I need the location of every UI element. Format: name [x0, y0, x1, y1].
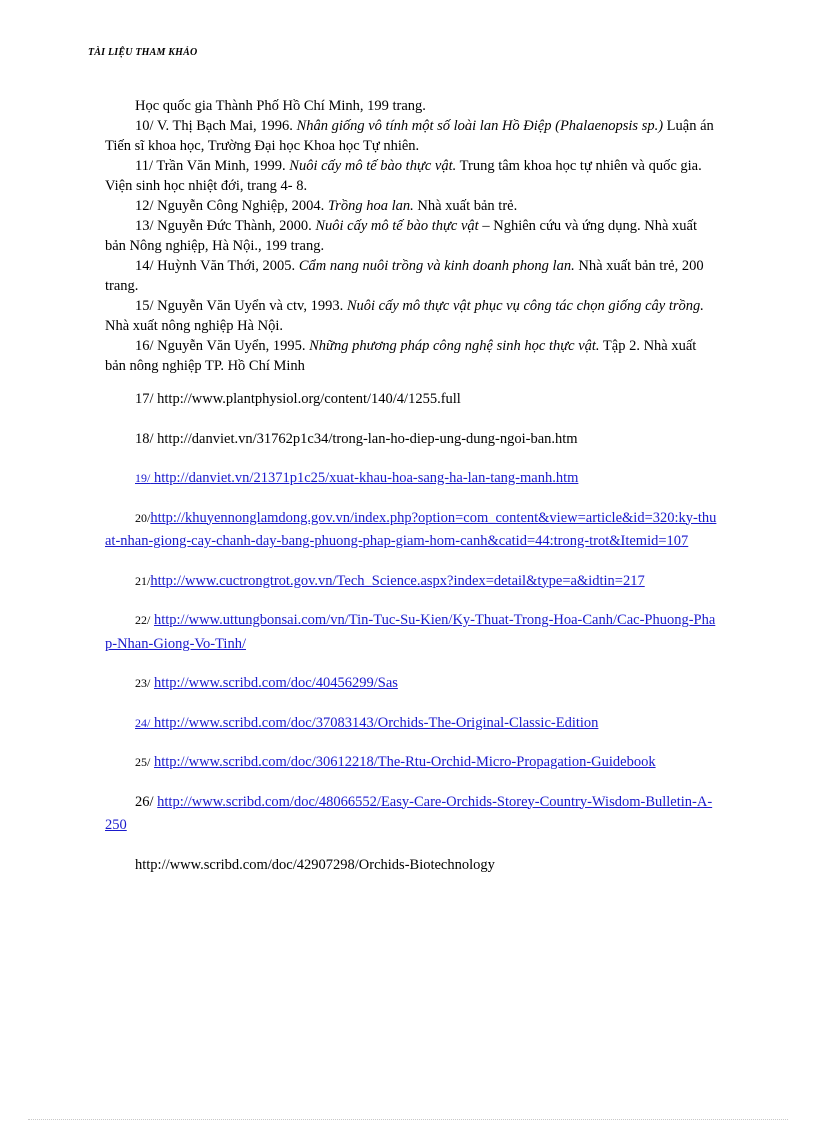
ref-title: Trồng hoa lan.: [327, 198, 414, 214]
web-reference-item: [105, 712, 720, 736]
ref-text: Học quốc gia Thành Phố Hồ Chí Minh, 199 trang.: [135, 98, 426, 114]
ref-number: 25/: [135, 755, 151, 769]
ref-title: Nuôi cấy mô tế bào thực vật.: [289, 158, 457, 174]
ref-number: 20/: [135, 510, 151, 525]
ref-source: Nhà xuất bản trẻ.: [413, 198, 518, 214]
ref-url: http://danviet.vn/21371p1c25/xuat-khau-hoa-sang-ha-lan-tang-manh.htm: [153, 470, 579, 486]
ref-title: Nuôi cấy mô thực vật phục vụ công tác chọn giống cây trồng.: [346, 298, 704, 314]
ref-title: Những phương pháp công nghệ sinh học thực vật.: [309, 338, 600, 354]
ref-source: Tập 2. Nhà xuất bản nông nghiệp TP. Hồ Chí Minh: [105, 338, 697, 374]
ref-link[interactable]: http://www.scribd.com/doc/40456299/Sas: [153, 675, 398, 691]
ref-number: 19/: [135, 471, 151, 485]
ref-number: 21/: [135, 573, 151, 588]
ref-source: Nhà xuất nông nghiệp Hà Nội.: [105, 318, 283, 334]
web-reference-item: [105, 570, 720, 594]
web-reference-item: [105, 388, 720, 412]
web-references: [105, 388, 720, 877]
page-bottom-divider: [28, 1119, 788, 1120]
web-reference-item: [105, 507, 720, 554]
ref-number: 17/: [135, 391, 154, 407]
reference-item: [105, 116, 720, 156]
ref-author: 11/ Trần Văn Minh, 1999.: [135, 158, 290, 174]
reference-item: [105, 216, 720, 256]
ref-url: http://www.plantphysiol.org/content/140/4/1255.full: [157, 391, 461, 407]
ref-source: – Nghiên cứu và ứng dụng. Nhà xuất bản Nông nghiệp, Hà Nội., 199 trang.: [105, 218, 697, 254]
ref-url: http://www.scribd.com/doc/37083143/Orchids-The-Original-Classic-Edition: [153, 714, 599, 731]
ref-author: 12/ Nguyễn Công Nghiệp, 2004.: [135, 198, 328, 214]
ref-number: 22/: [135, 613, 151, 627]
ref-author: 10/ V. Thị Bạch Mai, 1996.: [135, 118, 297, 134]
ref-number: 24/: [135, 715, 151, 730]
reference-item: [105, 156, 720, 196]
ref-link[interactable]: http://khuyennonglamdong.gov.vn/index.php?option=com_content&view=article&id=320:ky-thuat-nhan-giong-cay-chanh-day-bang-phuong-phap-giam-hom-canh&catid=44:trong-trot&Itemid=107: [105, 509, 717, 549]
web-reference-item: [105, 791, 720, 838]
ref-source: Luận án Tiến sĩ khoa học, Trường Đại học Khoa học Tự nhiên.: [105, 118, 714, 154]
web-reference-item: [105, 672, 720, 696]
reference-item: [105, 196, 720, 216]
ref-source: Trung tâm khoa học tự nhiên và quốc gia. Viện sinh học nhiệt đới, trang 4- 8.: [105, 158, 702, 194]
ref-title: Cẩm nang nuôi trồng và kinh doanh phong lan.: [298, 258, 575, 274]
reference-item: [105, 256, 720, 296]
ref-number: 26/: [135, 793, 154, 810]
reference-item: [105, 296, 720, 336]
ref-link[interactable]: http://www.uttungbonsai.com/vn/Tin-Tuc-Su-Kien/Ky-Thuat-Trong-Hoa-Canh/Cac-Phuong-Phap-Nhan-Giong-Vo-Tinh/: [105, 612, 716, 652]
ref-link[interactable]: http://www.cuctrongtrot.gov.vn/Tech_Science.aspx?index=detail&type=a&idtin=217: [150, 572, 645, 589]
ref-url: http://danviet.vn/31762p1c34/trong-lan-ho-diep-ung-dung-ngoi-ban.htm: [157, 430, 578, 447]
ref-author: 15/ Nguyễn Văn Uyển và ctv, 1993.: [135, 298, 347, 314]
ref-title: Nhân giống vô tính một số loài lan Hồ Điệp (Phalaenopsis sp.): [296, 118, 664, 134]
ref-number: 23/: [135, 676, 151, 690]
web-reference-item: [105, 751, 720, 775]
ref-source: Nhà xuất bản trẻ, 200 trang.: [105, 258, 704, 294]
web-reference-item: [105, 428, 720, 452]
reference-item: [105, 96, 720, 116]
ref-url: http://www.scribd.com/doc/42907298/Orchids-Biotechnology: [135, 856, 495, 873]
reference-item: [105, 336, 720, 376]
ref-author: 14/ Huỳnh Văn Thới, 2005.: [135, 258, 299, 274]
ref-author: 16/ Nguyễn Văn Uyển, 1995.: [135, 338, 310, 354]
references-content: [105, 96, 720, 893]
web-reference-item: [105, 467, 720, 491]
ref-link[interactable]: http://www.scribd.com/doc/30612218/The-Rtu-Orchid-Micro-Propagation-Guidebook: [153, 754, 656, 770]
ref-link[interactable]: http://www.scribd.com/doc/48066552/Easy-Care-Orchids-Storey-Country-Wisdom-Bulletin-A-250: [105, 793, 713, 833]
ref-number: 18/: [135, 430, 154, 447]
web-reference-item: [105, 854, 720, 878]
web-reference-item: [105, 609, 720, 656]
print-references: [105, 96, 720, 376]
ref-author: 13/ Nguyễn Đức Thành, 2000.: [135, 218, 316, 234]
ref-title: Nuôi cấy mô tế bào thực vật: [315, 218, 479, 234]
ref-link[interactable]: [135, 715, 598, 731]
ref-link[interactable]: [135, 470, 578, 486]
page-header: TÀI LIỆU THAM KHẢO: [88, 47, 198, 58]
